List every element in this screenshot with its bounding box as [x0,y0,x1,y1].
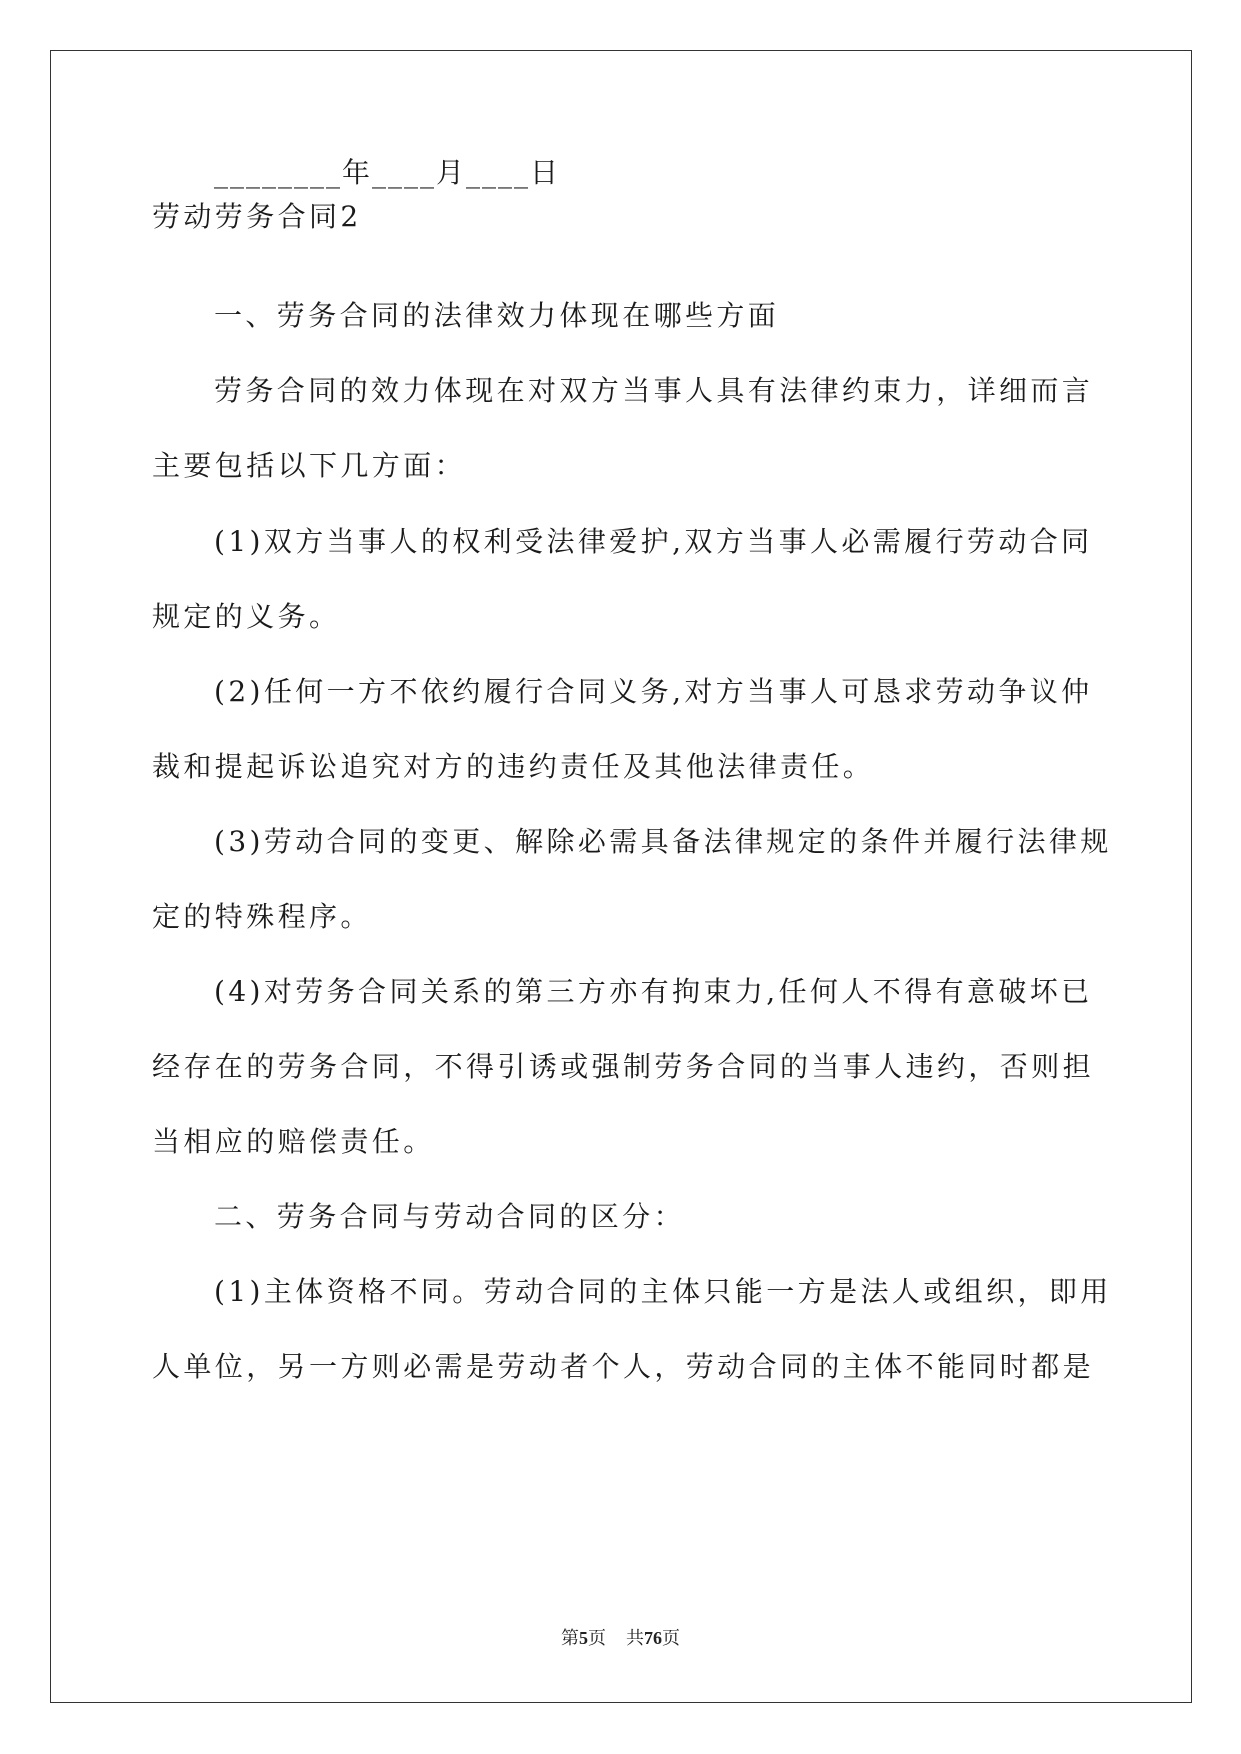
page-footer [0,1626,1241,1650]
paragraph-line: (1)双方当事人的权利受法律爱护,双方当事人必需履行劳动合同 [214,525,1093,558]
paragraph-line: (1)主体资格不同。劳动合同的主体只能一方是法人或组织，即用 [214,1275,1112,1308]
paragraph-line: 主要包括以下几方面： [152,449,467,482]
paragraph-line: 规定的义务。 [152,600,341,633]
paragraph-line: 当相应的赔偿责任。 [152,1125,435,1158]
total-pages: 76 [644,1628,662,1648]
signature-date-line: ________年____月____日 [214,156,561,189]
heading-legal-effect: 一、劳务合同的法律效力体现在哪些方面 [214,299,780,332]
section-title: 劳动劳务合同2 [152,200,362,233]
paragraph-line: 定的特殊程序。 [152,900,372,933]
total-prefix: 共 [626,1628,644,1648]
paragraph-line: (4)对劳务合同关系的第三方亦有拘束力,任何人不得有意破坏已 [214,975,1093,1008]
paragraph-line: 经存在的劳务合同，不得引诱或强制劳务合同的当事人违约，否则担 [152,1050,1095,1083]
paragraph-line: 劳务合同的效力体现在对双方当事人具有法律约束力，详细而言 [214,374,1094,407]
page-number: 5 [579,1628,588,1648]
paragraph-line: (3)劳动合同的变更、解除必需具备法律规定的条件并履行法律规 [214,825,1112,858]
paragraph-line: (2)任何一方不依约履行合同义务,对方当事人可恳求劳动争议仲 [214,675,1093,708]
paragraph-line: 人单位，另一方则必需是劳动者个人，劳动合同的主体不能同时都是 [152,1350,1095,1383]
total-suffix: 页 [662,1628,680,1648]
page-prefix: 第 [561,1628,579,1648]
page-suffix: 页 [588,1628,606,1648]
heading-distinction: 二、劳务合同与劳动合同的区分： [214,1200,686,1233]
paragraph-line: 裁和提起诉讼追究对方的违约责任及其他法律责任。 [152,750,875,783]
